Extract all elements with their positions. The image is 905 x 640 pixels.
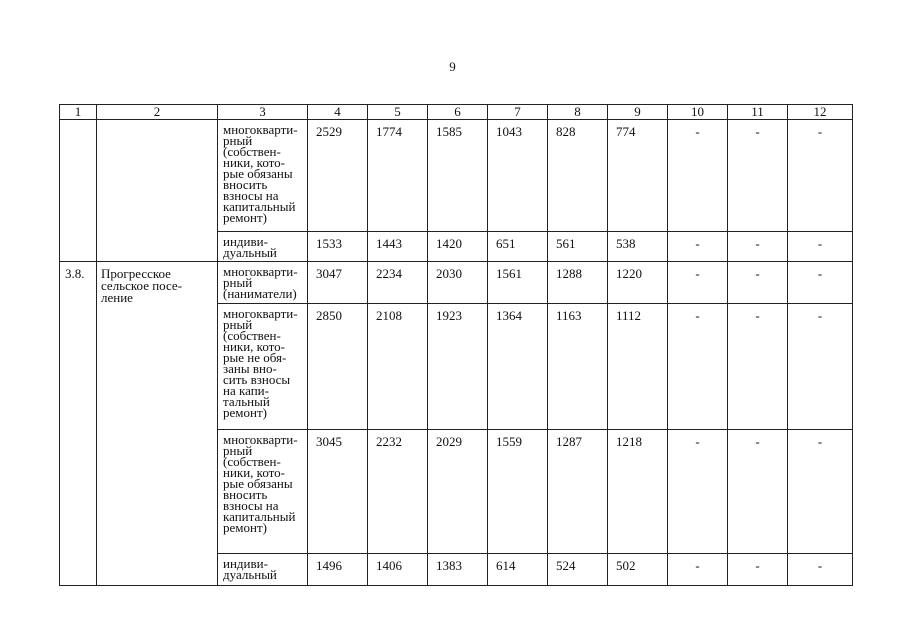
value-cell: - [788,304,853,430]
value-cell: 2030 [428,262,488,304]
value-cell: - [728,430,788,554]
housing-type-cell: индиви- дуальный [218,554,308,586]
column-header: 9 [608,105,668,120]
column-header: 3 [218,105,308,120]
value-cell: - [728,554,788,586]
value-cell: - [728,232,788,262]
value-cell: 1288 [548,262,608,304]
value-cell: 651 [488,232,548,262]
column-header: 10 [668,105,728,120]
value-cell: - [788,430,853,554]
value-cell: 2850 [308,304,368,430]
value-cell: 614 [488,554,548,586]
value-cell: 1420 [428,232,488,262]
table-row [60,120,853,232]
value-cell: - [788,554,853,586]
value-cell: 1443 [368,232,428,262]
value-cell: 1163 [548,304,608,430]
value-cell: - [668,232,728,262]
value-cell: 1112 [608,304,668,430]
value-cell: 1585 [428,120,488,232]
column-header: 6 [428,105,488,120]
value-cell: - [728,120,788,232]
value-cell: - [668,262,728,304]
value-cell: - [668,430,728,554]
value-cell: 1406 [368,554,428,586]
value-cell: 1220 [608,262,668,304]
value-cell: 1559 [488,430,548,554]
column-header: 5 [368,105,428,120]
column-header: 4 [308,105,368,120]
value-cell: 1774 [368,120,428,232]
value-cell: 2029 [428,430,488,554]
housing-type-cell: многокварти- рный (наниматели) [218,262,308,304]
value-cell: 3045 [308,430,368,554]
value-cell: - [788,120,853,232]
table-row [60,262,853,304]
value-cell: - [788,232,853,262]
value-cell: 1383 [428,554,488,586]
page-number: 9 [449,59,456,74]
value-cell: 561 [548,232,608,262]
settlement-name-cell [97,120,218,262]
value-cell: 2234 [368,262,428,304]
column-header: 7 [488,105,548,120]
value-cell: 1043 [488,120,548,232]
column-header: 2 [97,105,218,120]
column-header: 12 [788,105,853,120]
housing-type-cell: многокварти- рный (собствен- ники, кото- рые обязаны вносить взносы на капитальный ремонт) [218,120,308,232]
housing-type-cell: многокварти- рный (собствен- ники, кото- рые обязаны вносить взносы на капитальный ремонт) [218,430,308,554]
value-cell: - [728,262,788,304]
column-header: 11 [728,105,788,120]
value-cell: 1923 [428,304,488,430]
value-cell: - [668,304,728,430]
value-cell: 1533 [308,232,368,262]
group-index-cell [60,120,97,262]
tariff-table [59,104,853,586]
value-cell: 502 [608,554,668,586]
value-cell: - [728,304,788,430]
value-cell: 538 [608,232,668,262]
value-cell: 1287 [548,430,608,554]
value-cell: 2108 [368,304,428,430]
header-row [60,105,853,120]
value-cell: - [668,120,728,232]
value-cell: 774 [608,120,668,232]
value-cell: 828 [548,120,608,232]
settlement-name-cell: Прогресское сельское посе- ление [97,262,218,586]
value-cell: 2529 [308,120,368,232]
column-header: 8 [548,105,608,120]
value-cell: - [788,262,853,304]
column-header: 1 [60,105,97,120]
value-cell: 524 [548,554,608,586]
housing-type-cell: индиви- дуальный [218,232,308,262]
value-cell: 1364 [488,304,548,430]
value-cell: 1561 [488,262,548,304]
housing-type-cell: многокварти- рный (собствен- ники, кото- рые не обя- заны вно- сить взносы на капи- тальный ремонт) [218,304,308,430]
value-cell: 1218 [608,430,668,554]
value-cell: - [668,554,728,586]
group-index-cell: 3.8. [60,262,97,586]
value-cell: 3047 [308,262,368,304]
value-cell: 1496 [308,554,368,586]
value-cell: 2232 [368,430,428,554]
